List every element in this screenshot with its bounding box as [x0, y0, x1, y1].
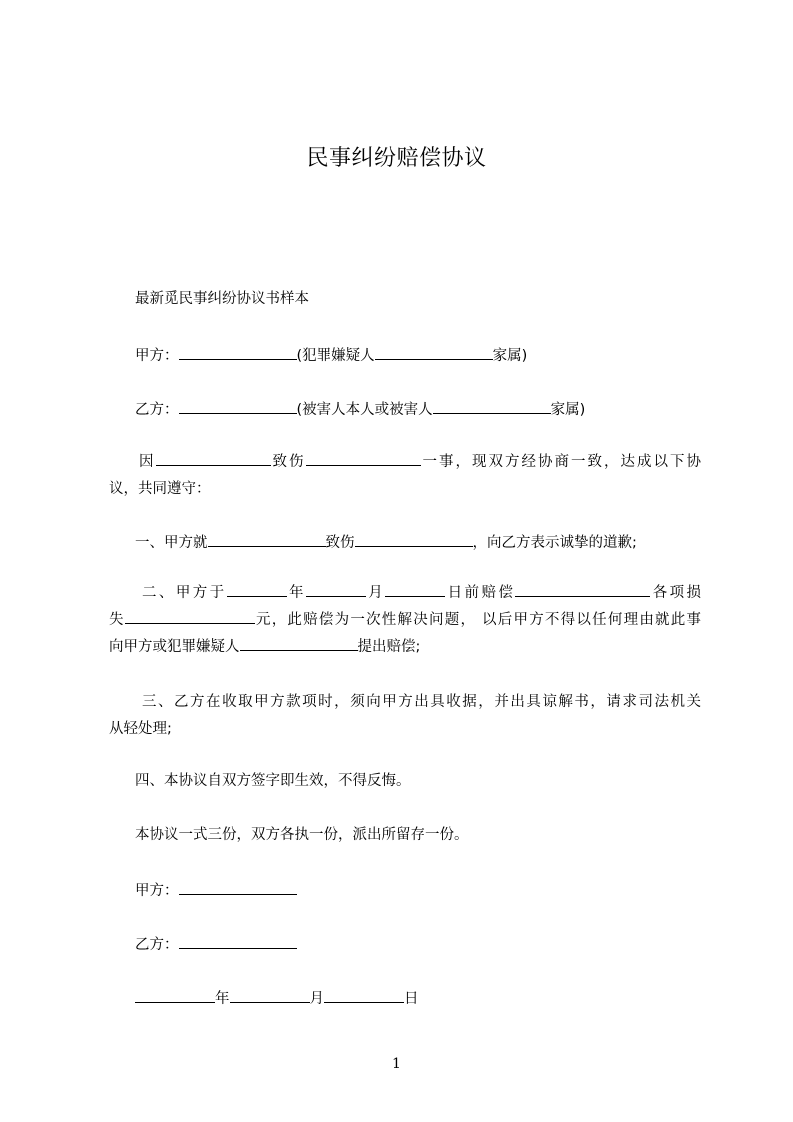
party-a-note-suffix: 家属) [492, 348, 528, 364]
clause-2-line-3 [109, 634, 701, 661]
clause-2-text-2: 年 [286, 585, 306, 601]
intro-blank-1 [156, 450, 271, 466]
clause-2-amount-blank [515, 581, 650, 597]
intro-text-1: 因 [139, 454, 156, 470]
clause-3-paragraph [109, 689, 701, 743]
clause-1-text-2: 致伤 [325, 535, 355, 551]
clause-2-day-blank [385, 581, 445, 597]
clause-2-line-2 [109, 607, 701, 634]
party-b-name-blank [179, 398, 297, 414]
party-b-line [135, 398, 585, 420]
clause-2-text-7: 元，此赔偿为一次性解决问题， 以后甲方不得以任何理由就此事 [254, 612, 702, 628]
clause-1-blank-1 [208, 531, 326, 547]
document-title: 民事纠纷赔偿协议 [306, 146, 487, 171]
clause-4: 四、本协议自双方签字即生效，不得反悔。 [135, 773, 411, 789]
copies-statement: 本协议一式三份，双方各执一份，派出所留存一份。 [135, 827, 469, 843]
party-a-label: 甲方： [135, 348, 179, 364]
intro-text-3: 一事，现双方经协商一致，达成以下协 [420, 454, 701, 470]
clause-2-person-blank [240, 635, 358, 651]
signature-a [135, 879, 297, 901]
signature-b-blank [179, 933, 297, 949]
clause-2-text-9: 提出赔偿; [357, 639, 421, 655]
date-day-blank [324, 987, 404, 1003]
clause-2-text-8: 向甲方或犯罪嫌疑人 [109, 639, 240, 655]
date-line [135, 987, 419, 1009]
clause-2-text-6: 失 [109, 612, 125, 628]
signature-a-blank [179, 879, 297, 895]
clause-3-line-1: 三、乙方在收取甲方款项时，须向甲方出具收据，并出具谅解书，请求司法机关 [142, 694, 701, 710]
victim-name-blank [433, 398, 551, 414]
party-a-note-prefix: (犯罪嫌疑人 [296, 348, 375, 364]
party-a-line [135, 344, 527, 366]
clause-2-year-blank [227, 581, 287, 597]
clause-3-line-2: 从轻处理; [109, 721, 172, 737]
date-day-label: 日 [404, 991, 419, 1007]
intro-paragraph [109, 449, 701, 503]
date-year-label: 年 [215, 991, 230, 1007]
clause-2-text-4: 日前赔偿 [445, 585, 516, 601]
date-year-blank [135, 987, 215, 1003]
party-b-label: 乙方： [135, 402, 179, 418]
clause-2-text-1: 二、甲方于 [142, 585, 227, 601]
clause-2-line-1 [109, 580, 701, 607]
intro-line-1 [109, 449, 701, 476]
clause-2-month-blank [306, 581, 366, 597]
clause-1-blank-2 [355, 531, 473, 547]
date-month-blank [230, 987, 310, 1003]
intro-text-2: 致伤 [270, 454, 306, 470]
intro-blank-2 [306, 450, 421, 466]
signature-b-label: 乙方： [135, 937, 179, 953]
clause-2-text-5: 各项损 [650, 585, 702, 601]
page-number: 1 [392, 1056, 401, 1072]
signature-b [135, 933, 297, 955]
clause-1-text-1: 一、甲方就 [135, 535, 208, 551]
signature-a-label: 甲方： [135, 883, 179, 899]
clause-2-paragraph [109, 580, 701, 661]
date-month-label: 月 [309, 991, 324, 1007]
subtitle: 最新觅民事纠纷协议书样本 [135, 291, 309, 307]
clause-2-sum-blank [125, 608, 255, 624]
clause-2-text-3: 月 [365, 585, 386, 601]
party-b-note-suffix: 家属) [550, 402, 586, 418]
suspect-name-blank [375, 344, 493, 360]
clause-1-text-3: ，向乙方表示诚挚的道歉; [472, 535, 637, 551]
party-a-name-blank [179, 344, 297, 360]
party-b-note-prefix: (被害人本人或被害人 [296, 402, 433, 418]
intro-line-2: 议，共同遵守： [109, 481, 211, 497]
clause-1 [135, 531, 637, 553]
